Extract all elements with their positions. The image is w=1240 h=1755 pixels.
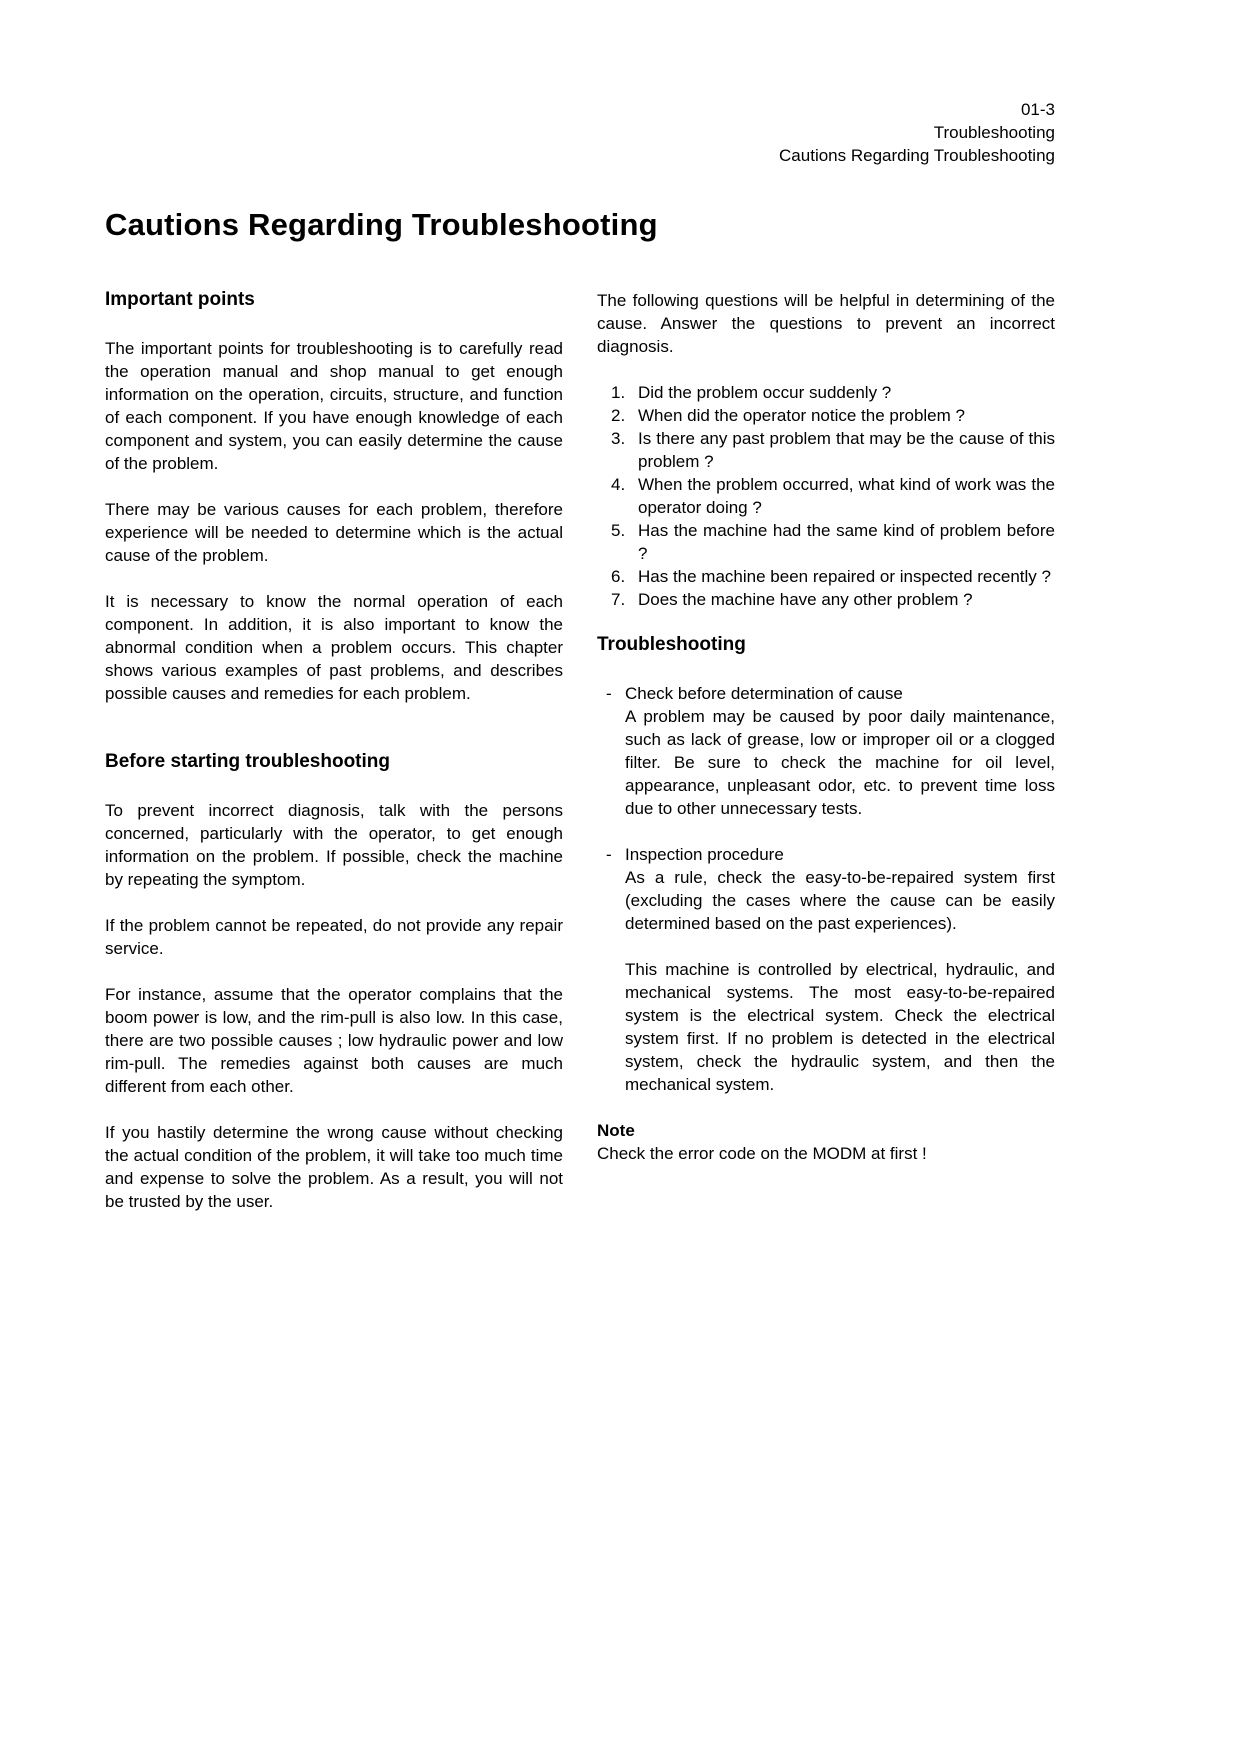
paragraph: If you hastily determine the wrong cause without checking the actual condition of the problem, it will take too much time and expense to solve the problem. As a result, you will not be trusted by the user. (105, 1123, 563, 1211)
header-chapter: Troubleshooting (933, 123, 1055, 142)
list-item: Has the machine been repaired or inspected recently ? (638, 567, 1051, 586)
page-number: 01-3 (1020, 100, 1055, 119)
page-header (105, 98, 1055, 167)
paragraph: As a rule, check the easy-to-be-repaired system first (excluding the cases where the cause can be easily determined based on the past experiences). (625, 868, 1055, 933)
right-column (597, 289, 1055, 1165)
page-title: Cautions Regarding Troubleshooting (105, 207, 658, 242)
dash-list-item (597, 682, 1055, 820)
question-list (597, 381, 1055, 611)
section-heading-important-points: Important points (105, 289, 255, 310)
dash-item-label: - Check before determination of cause (597, 682, 1055, 705)
note-body: Check the error code on the MODM at first ! (597, 1144, 927, 1163)
left-column (105, 289, 563, 1236)
paragraph: It is necessary to know the normal operation of each component. In addition, it is also important to know the abnormal condition when a problem occurs. This chapter shows various examples of past problems, and describes possible causes and remedies for each problem. (105, 592, 563, 703)
paragraph: For instance, assume that the operator complains that the boom power is low, and the rim-pull is also low. In this case, there are two possible causes ; low hydraulic power and low rim-pull. The remedies against both causes are much different from each other. (105, 985, 563, 1096)
list-item: Does the machine have any other problem ? (638, 590, 973, 609)
list-item: Did the problem occur suddenly ? (638, 383, 892, 402)
section-heading-troubleshooting: Troubleshooting (597, 634, 746, 655)
list-item: When the problem occurred, what kind of work was the operator doing ? (638, 475, 1055, 517)
two-column-layout (105, 289, 1055, 1236)
list-item: Has the machine had the same kind of problem before ? (638, 521, 1055, 563)
list-item: Is there any past problem that may be the cause of this problem ? (638, 429, 1055, 471)
paragraph: The following questions will be helpful in determining of the cause. Answer the questions to prevent an incorrect diagnosis. (597, 291, 1055, 356)
paragraph: There may be various causes for each problem, therefore experience will be needed to determine which is the actual cause of the problem. (105, 500, 563, 565)
dash-item-label: - Inspection procedure (597, 843, 1055, 866)
section-heading-before-starting: Before starting troubleshooting (105, 751, 390, 772)
dash-item-body (597, 705, 1055, 820)
dash-list-item (597, 843, 1055, 1096)
header-section: Cautions Regarding Troubleshooting (779, 146, 1055, 165)
paragraph: To prevent incorrect diagnosis, talk with the persons concerned, particularly with the operator, to get enough information on the problem. If possible, check the machine by repeating the symptom. (105, 801, 563, 889)
note-block (597, 1119, 1055, 1165)
list-item: When did the operator notice the problem ? (638, 406, 965, 425)
paragraph: If the problem cannot be repeated, do not provide any repair service. (105, 916, 563, 958)
paragraph: The important points for troubleshooting is to carefully read the operation manual and shop manual to get enough information on the operation, circuits, structure, and function of each component. If you have enough knowledge of each component and system, you can easily determine the cause of the problem. (105, 339, 563, 473)
paragraph: This machine is controlled by electrical, hydraulic, and mechanical systems. The most easy-to-be-repaired system is the electrical system. Check the electrical system first. If no problem is detected in the electrical system, check the hydraulic system, and then the mechanical system. (625, 960, 1055, 1094)
dash-item-body (597, 866, 1055, 1096)
note-heading: Note (597, 1121, 635, 1140)
paragraph: A problem may be caused by poor daily maintenance, such as lack of grease, low or improper oil or a clogged filter. Be sure to check the machine for oil level, appearance, unpleasant odor, etc. to prevent time loss due to other unnecessary tests. (625, 707, 1055, 818)
